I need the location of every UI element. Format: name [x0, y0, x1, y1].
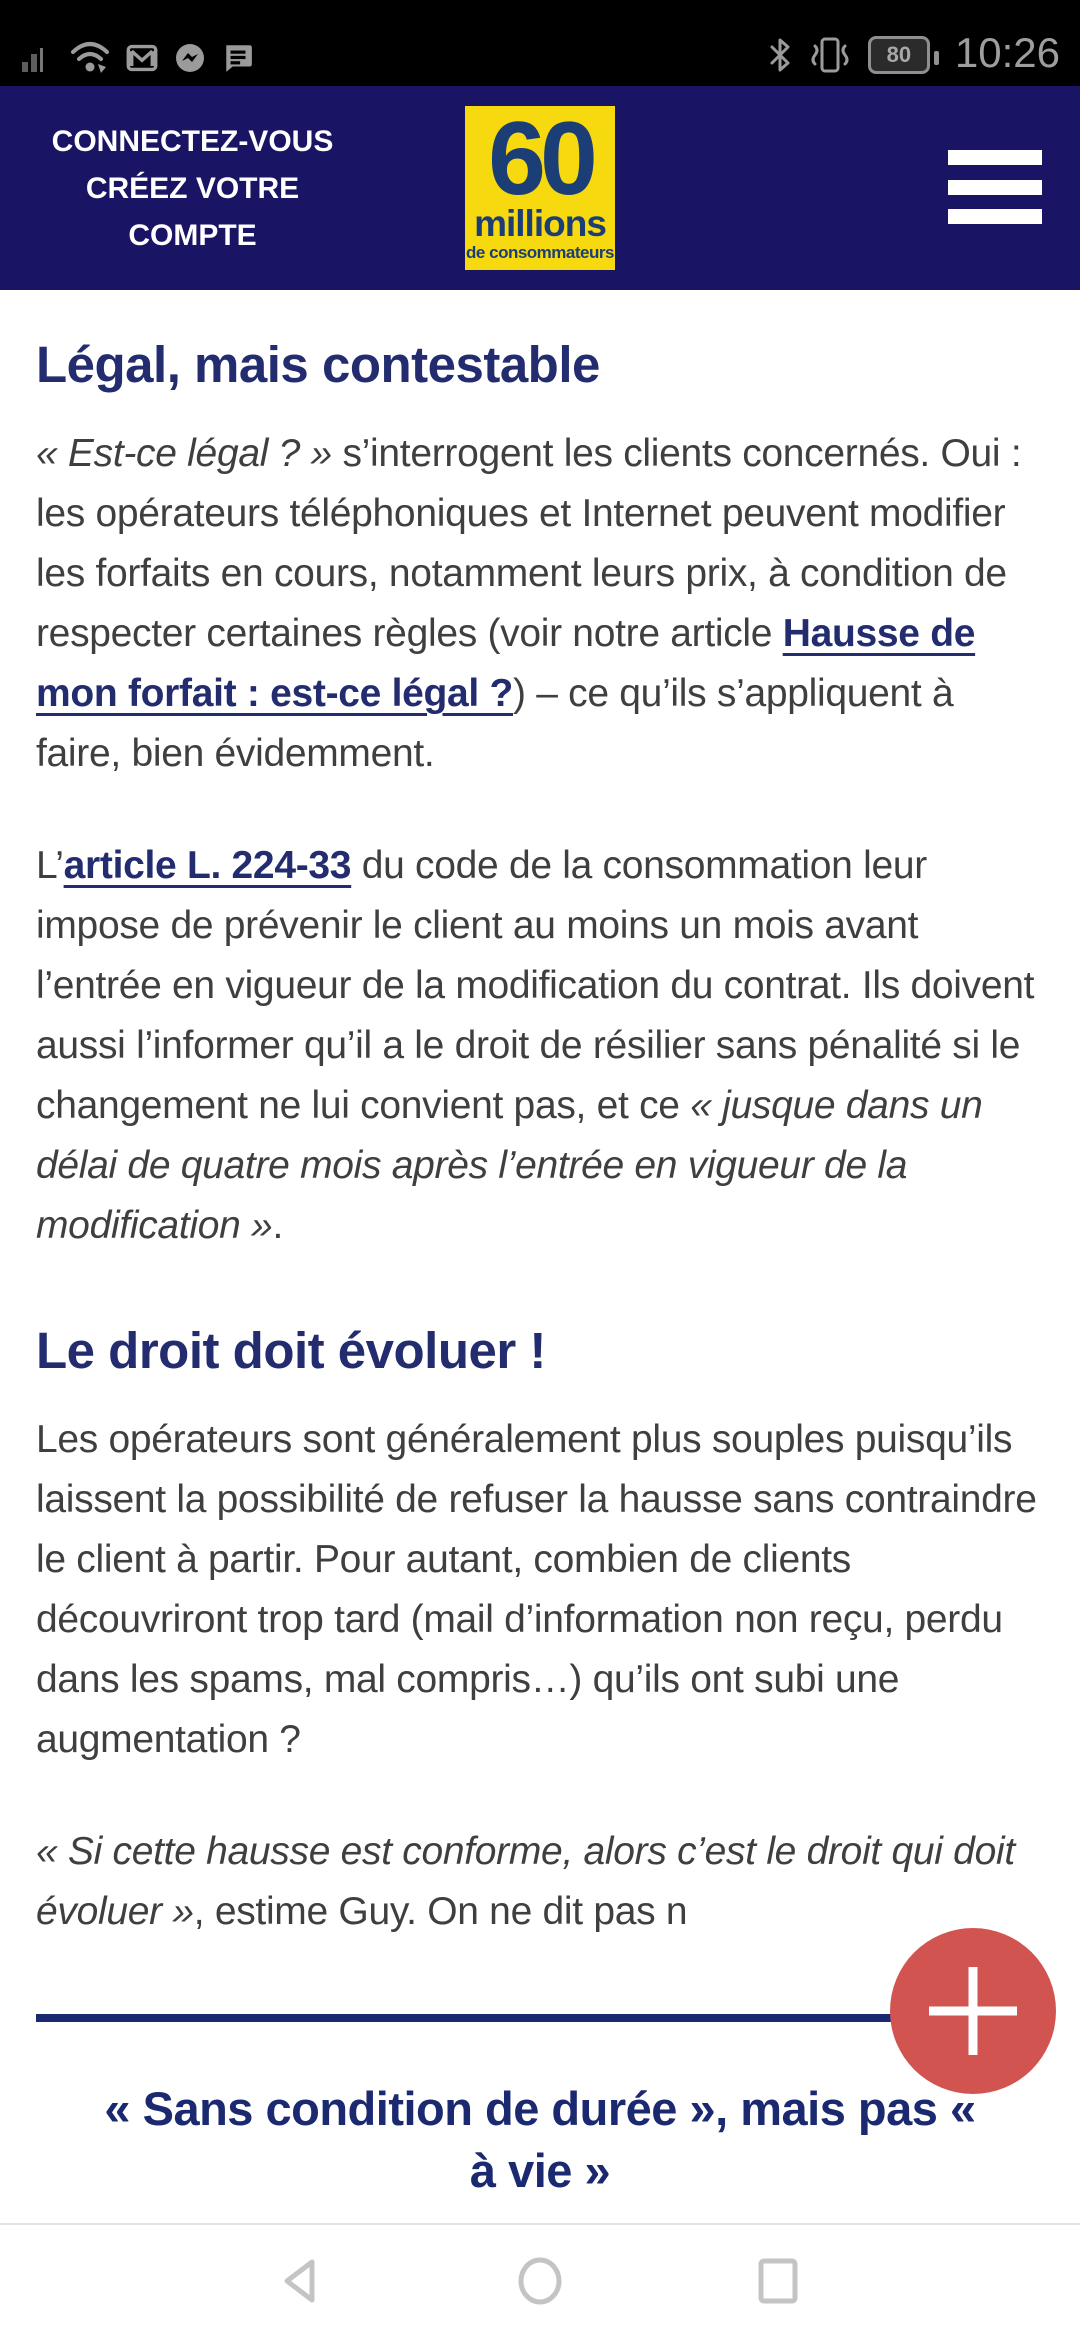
- logo-subtitle-text: de consommateurs: [466, 243, 614, 262]
- vibrate-icon: [808, 36, 852, 74]
- battery-nub: [934, 51, 939, 65]
- link-hausse-forfait[interactable]: Hausse de mon forfait : est-ce légal ?: [36, 612, 976, 715]
- bluetooth-icon: [768, 36, 792, 74]
- clock: 10:26: [954, 29, 1060, 76]
- status-right-icons: [768, 29, 1060, 86]
- login-links[interactable]: [20, 118, 365, 259]
- home-icon: [516, 2257, 564, 2305]
- section-heading-legal: Légal, mais contestable: [36, 336, 600, 393]
- status-bar: [0, 0, 1080, 86]
- sms-icon: [222, 42, 254, 74]
- battery-icon: [868, 36, 939, 74]
- article-content: [0, 290, 1080, 2202]
- battery-percent: 80: [886, 42, 912, 67]
- callout-heading: « Sans condition de durée », mais pas « à vie »: [104, 2082, 976, 2197]
- back-icon: [278, 2257, 326, 2305]
- connect-link[interactable]: CONNECTEZ-VOUS: [51, 124, 334, 158]
- gmail-icon: [126, 42, 158, 74]
- add-button[interactable]: [890, 1928, 1056, 2094]
- hamburger-icon: [948, 150, 1042, 165]
- paragraph-1: « Est-ce légal ? » s’interrogent les clients concernés. Oui : les opérateurs téléphoniques et Internet peuvent modifier les forfaits en cours, notamment leurs prix, à condition de respecter certaines règles (voir notre article Hausse de mon forfait : est-ce légal ?) – ce qu’ils s’appliquent à faire, bien évidemment.: [36, 432, 1022, 775]
- home-button[interactable]: [516, 2257, 564, 2308]
- create-account-link[interactable]: CRÉEZ VOTRE COMPTE: [85, 171, 300, 252]
- recents-icon: [754, 2257, 802, 2305]
- menu-button[interactable]: [948, 150, 1042, 224]
- status-left-icons: [20, 40, 254, 86]
- plus-icon: [921, 1959, 1025, 2063]
- inline-quote: « Est-ce légal ? »: [36, 432, 332, 475]
- paragraph-2: L’article L. 224-33 du code de la consommation leur impose de prévenir le client au moins un mois avant l’entrée en vigueur de la modification du contrat. Ils doivent aussi l’informer qu’il a le droit de résilier sans pénalité si le changement ne lui convient pas, et ce « jusque dans un délai de quatre mois après l’entrée en vigueur de la modification ».: [36, 844, 1035, 1247]
- back-button[interactable]: [278, 2257, 326, 2308]
- wifi-icon: [70, 40, 110, 74]
- site-header: [0, 86, 1080, 290]
- inline-quote: « jusque dans un délai de quatre mois après l’entrée en vigueur de la modification »: [36, 1084, 983, 1247]
- section-heading-droit: Le droit doit évoluer !: [36, 1322, 546, 1379]
- paragraph-3: Les opérateurs sont généralement plus souples puisqu’ils laissent la possibilité de refuser la hausse sans contraindre le client à partir. Pour autant, combien de clients découvriront trop tard (mail d’information non reçu, perdu dans les spams, mal compris…) qu’ils ont subi une augmentation ?: [36, 1418, 1037, 1761]
- paragraph-4: « Si cette hausse est conforme, alors c’est le droit qui doit évoluer », estime Guy. On ne dit pas n: [36, 1830, 1015, 1933]
- messenger-icon: [174, 42, 206, 74]
- link-article-l224-33[interactable]: article L. 224-33: [63, 844, 352, 887]
- inline-quote: « Si cette hausse est conforme, alors c’est le droit qui doit évoluer »: [36, 1830, 1015, 1933]
- logo-60-millions[interactable]: [465, 101, 615, 270]
- recents-button[interactable]: [754, 2257, 802, 2308]
- logo-60-text: 60: [488, 101, 592, 217]
- logo-millions-text: millions: [474, 203, 606, 244]
- signal-strength-icon: [20, 40, 54, 74]
- android-nav-bar: [0, 2223, 1080, 2340]
